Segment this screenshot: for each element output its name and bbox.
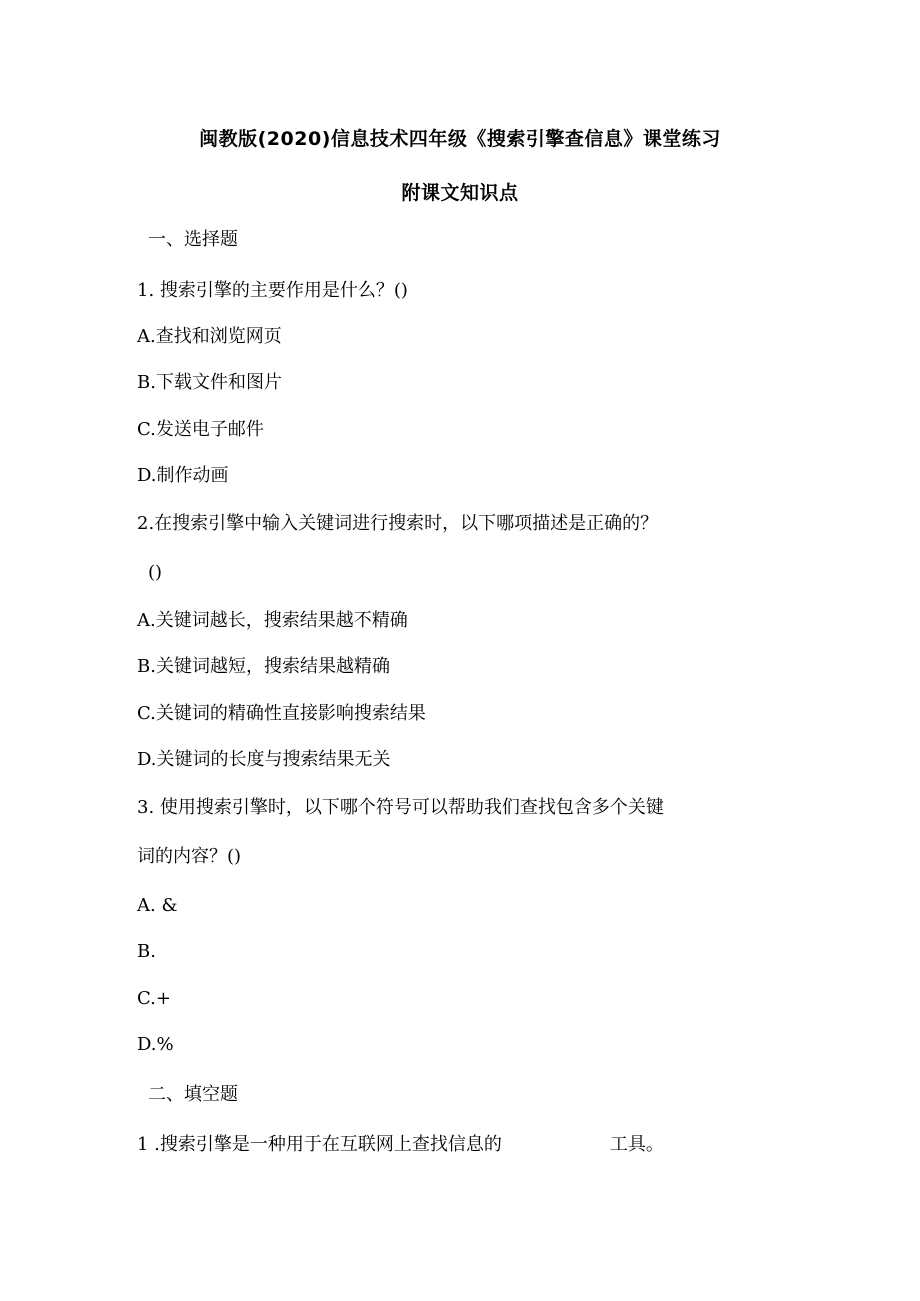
question-1-option-c: C.发送电子邮件	[137, 419, 264, 440]
question-2-option-b: B.关键词越短，搜索结果越精确	[137, 656, 390, 677]
question-2-option-c: C.关键词的精确性直接影响搜索结果	[137, 703, 426, 724]
question-2-option-d: D.关键词的长度与搜索结果无关	[137, 749, 391, 770]
question-1-option-d: D.制作动画	[137, 465, 229, 486]
question-1-option-a: A.查找和浏览网页	[137, 326, 282, 347]
question-2-stem-cont: ()	[148, 562, 163, 583]
document-title: 闽教版(2020)信息技术四年级《搜索引擎查信息》课堂练习	[199, 128, 721, 150]
question-1-option-b: B.下载文件和图片	[137, 372, 282, 393]
section-heading-fill: 二、填空题	[148, 1084, 238, 1105]
fill-question-1-before: 1 .搜索引擎是一种用于在互联网上查找信息的	[137, 1134, 502, 1155]
question-3-option-c: C.+	[137, 988, 171, 1009]
question-1-stem: 1. 搜索引擎的主要作用是什么？()	[137, 280, 408, 301]
question-3-option-d: D.%	[137, 1034, 174, 1055]
question-3-stem-cont: 词的内容？()	[137, 846, 242, 867]
question-3-stem: 3. 使用搜索引擎时，以下哪个符号可以帮助我们查找包含多个关键	[137, 797, 664, 818]
question-2-option-a: A.关键词越长，搜索结果越不精确	[137, 610, 408, 631]
document-subtitle: 附课文知识点	[401, 182, 519, 204]
fill-question-1	[137, 1133, 664, 1157]
question-3-option-a: A. &	[137, 895, 178, 916]
question-3-option-b: B.	[137, 941, 156, 962]
fill-question-1-after: 工具。	[609, 1134, 664, 1155]
question-2-stem: 2.在搜索引擎中输入关键词进行搜索时，以下哪项描述是正确的？	[137, 513, 659, 534]
section-heading-choice: 一、选择题	[148, 229, 238, 250]
